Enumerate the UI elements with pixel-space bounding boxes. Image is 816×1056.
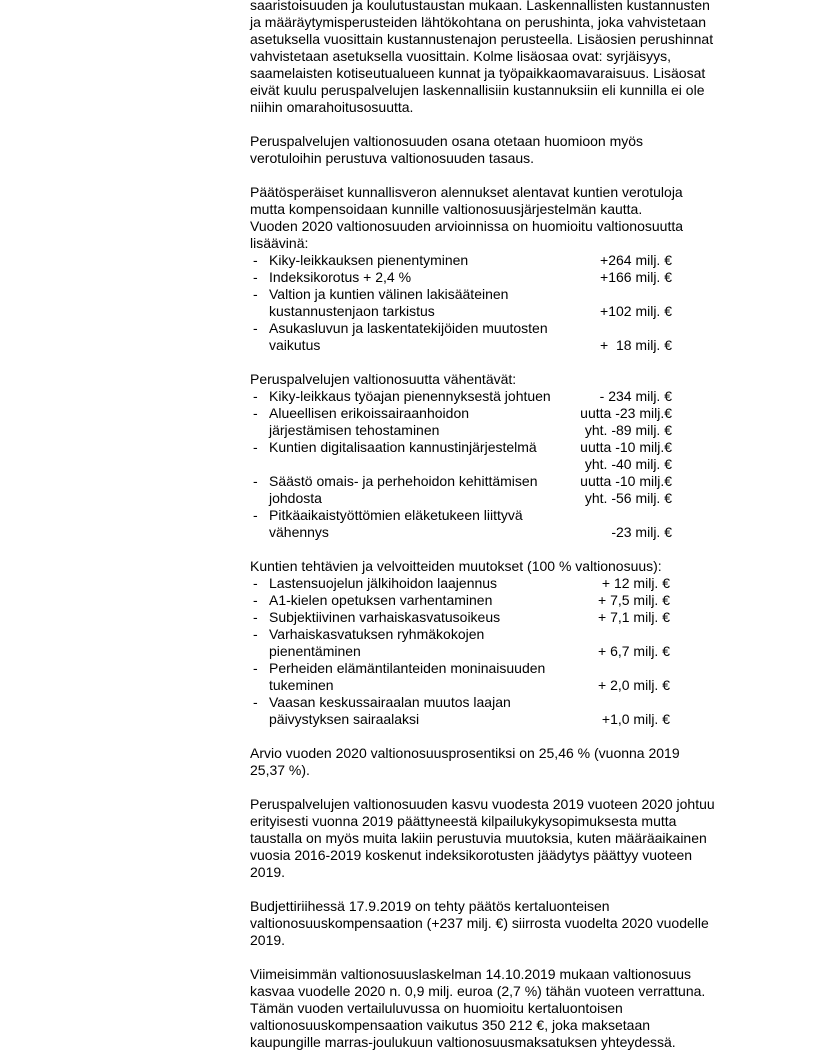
list-item-value: + 7,1 milj. €	[598, 609, 670, 625]
list-item-text: A1-kielen opetuksen varhentaminen	[269, 592, 493, 608]
list-item-text: Vaasan keskussairaalan muutos laajan	[269, 694, 511, 710]
list-item-text: Kuntien digitalisaation kannustinjärjestelmä	[269, 439, 537, 455]
list-bullet: -	[253, 592, 258, 608]
list-item	[250, 286, 672, 320]
list-bullet: -	[253, 252, 258, 268]
list-item-text: Pitkäaikaistyöttömien eläketukeen liittyvä	[269, 507, 523, 523]
text-line: Viimeisimmän valtionosuuslaskelman 14.10.2019 mukaan valtionosuus	[250, 966, 691, 982]
text-line: Vuoden 2020 valtionosuuden arvioinnissa on huomioitu valtionosuutta	[250, 218, 684, 234]
text-line: kaupungille marras-joulukuun valtionosuusmaksatuksen yhteydessä.	[250, 1034, 676, 1050]
list-item-value: + 6,7 milj. €	[598, 643, 670, 659]
text-line: Peruspalvelujen valtionosuuden kasvu vuodesta 2019 vuoteen 2020 johtuu	[250, 796, 715, 812]
list-item	[250, 405, 672, 439]
list-item-text: kustannustenjaon tarkistus	[269, 303, 435, 319]
list-item-value: uutta -10 milj.€	[580, 473, 672, 489]
list-item-value: -23 milj. €	[611, 524, 672, 540]
list-bullet: -	[253, 575, 258, 591]
list-item-text: Indeksikorotus + 2,4 %	[269, 269, 412, 285]
text-line: taustalla on myös muita lakiin perustuvia muutoksia, kuten määräaikainen	[250, 830, 707, 846]
list-item-text: Säästö omais- ja perhehoidon kehittämisen	[269, 473, 538, 489]
decrease-title	[250, 371, 770, 388]
list-item	[250, 507, 672, 541]
list-bullet: -	[253, 660, 258, 676]
list-item-text: Subjektiivinen varhaiskasvatusoikeus	[269, 609, 501, 625]
text-line: lisäävinä:	[250, 235, 309, 251]
list-item-value: + 12 milj. €	[601, 575, 670, 591]
text-line: vuosia 2016-2019 koskenut indeksikorotusten jäädytys päättyy vuoteen	[250, 847, 693, 863]
tasks-title-text: Kuntien tehtävien ja velvoitteiden muutokset (100 % valtionosuus):	[250, 558, 662, 574]
list-item-text: Valtion ja kuntien välinen lakisääteinen	[269, 286, 509, 302]
list-item-text: Kiky-leikkauksen pienentyminen	[269, 252, 469, 268]
list-bullet: -	[253, 286, 258, 302]
text-line: 25,37 %).	[250, 762, 310, 778]
text-line: saamelaisten kotiseutualueen kunnat ja työpaikkaomavaraisuus. Lisäosat	[250, 65, 706, 81]
text-line: vahvistetaan asetuksella vuosittain. Kolme lisäosaa ovat: syrjäisyys,	[250, 48, 671, 64]
list-item-value: + 18 milj. €	[600, 337, 672, 353]
tasks-title	[250, 558, 770, 575]
text-line: eivät kuulu peruspalvelujen laskennallisiin kustannuksiin eli kunnilla ei ole	[250, 82, 705, 98]
text-line: Arvio vuoden 2020 valtionosuusprosentiksi on 25,46 % (vuonna 2019	[250, 745, 680, 761]
text-line: kasvaa vuodelle 2020 n. 0,9 milj. euroa (2,7 %) tähän vuoteen verrattuna.	[250, 983, 706, 999]
list-item-text: johdosta	[269, 490, 322, 506]
text-line: niihin omarahoitusosuutta.	[250, 99, 414, 115]
list-bullet: -	[253, 626, 258, 642]
text-line: mutta kompensoidaan kunnille valtionosuusjärjestelmän kautta.	[250, 201, 643, 217]
list-item-text: Kiky-leikkaus työajan pienennyksestä johtuen	[269, 388, 551, 404]
tasks-list	[250, 575, 670, 728]
list-item-text: vähennys	[269, 524, 329, 540]
list-item-value: yht. -89 milj. €	[584, 422, 672, 438]
list-bullet: -	[253, 473, 258, 489]
text-line: saaristoisuuden ja koulutustaustan mukaan. Laskennallisten kustannusten	[250, 0, 710, 13]
text-line: valtionosuuskompensaation vaikutus 350 212 €, joka maksetaan	[250, 1017, 651, 1033]
latest-paragraph	[250, 966, 770, 1051]
list-item-value: +264 milj. €	[600, 252, 672, 268]
list-item-value: uutta -10 milj.€	[580, 439, 672, 455]
increase-list	[250, 252, 672, 354]
text-line: valtionosuuskompensaation (+237 milj. €) siirrosta vuodelta 2020 vuodelle	[250, 915, 709, 931]
list-item	[250, 609, 670, 626]
list-item-value: +102 milj. €	[600, 303, 672, 319]
list-bullet: -	[253, 694, 258, 710]
decrease-list	[250, 388, 672, 541]
list-bullet: -	[253, 320, 258, 336]
list-bullet: -	[253, 388, 258, 404]
text-line: Päätösperäiset kunnallisveron alennukset alentavat kuntien verotuloja	[250, 184, 683, 200]
list-item-text: päivystyksen sairaalaksi	[269, 711, 420, 727]
list-item-text: Varhaiskasvatuksen ryhmäkokojen	[269, 626, 485, 642]
list-item	[250, 473, 672, 507]
list-item-value: + 7,5 milj. €	[598, 592, 670, 608]
list-item-value: yht. -40 milj. €	[584, 456, 672, 472]
list-item	[250, 575, 670, 592]
list-item	[250, 694, 670, 728]
text-line: Peruspalvelujen valtionosuuden osana otetaan huomioon myös	[250, 133, 644, 149]
list-item-text: tukeminen	[269, 677, 334, 693]
text-line: verotuloihin perustuva valtionosuuden tasaus.	[250, 150, 535, 166]
text-line: 2019.	[250, 932, 286, 948]
list-item-value: uutta -23 milj.€	[580, 405, 672, 421]
list-bullet: -	[253, 269, 258, 285]
text-line: asetuksella vuosittain kustannustenajon perusteella. Lisäosien perushinnat	[250, 31, 714, 47]
list-item-value: +166 milj. €	[600, 269, 672, 285]
list-item	[250, 626, 670, 660]
list-item	[250, 592, 670, 609]
list-item-text: pienentäminen	[269, 643, 361, 659]
increase-intro-paragraph	[250, 184, 770, 252]
decrease-title-text: Peruspalvelujen valtionosuutta vähentävät:	[250, 371, 517, 387]
list-item-value: yht. -56 milj. €	[584, 490, 672, 506]
tasaus-paragraph	[250, 133, 770, 167]
list-bullet: -	[253, 507, 258, 523]
text-line: 2019.	[250, 864, 286, 880]
text-line: Budjettiriihessä 17.9.2019 on tehty päätös kertaluonteisen	[250, 898, 610, 914]
list-item-text: Asukasluvun ja laskentatekijöiden muutosten	[269, 320, 548, 336]
growth-paragraph	[250, 796, 770, 881]
text-line: Tämän vuoden vertailuluvussa on huomioitu kertaluontoisen	[250, 1000, 623, 1016]
list-item	[250, 660, 670, 694]
list-bullet: -	[253, 609, 258, 625]
list-item-text: järjestämisen tehostaminen	[269, 422, 440, 438]
list-item	[250, 252, 672, 269]
list-item-value: +1,0 milj. €	[601, 711, 670, 727]
list-item	[250, 388, 672, 405]
list-item-text: Lastensuojelun jälkihoidon laajennus	[269, 575, 498, 591]
list-item-text: Alueellisen erikoissairaanhoidon	[269, 405, 470, 421]
list-item	[250, 320, 672, 354]
list-item	[250, 269, 672, 286]
list-item	[250, 439, 672, 473]
list-item-text: vaikutus	[269, 337, 321, 353]
list-item-text: Perheiden elämäntilanteiden moninaisuuden	[269, 660, 546, 676]
percent-paragraph	[250, 745, 770, 779]
list-item-value: - 234 milj. €	[599, 388, 672, 404]
list-bullet: -	[253, 405, 258, 421]
text-line: ja määräytymisperusteiden lähtökohtana on perushinta, joka vahvistetaan	[250, 14, 707, 30]
list-bullet: -	[253, 439, 258, 455]
intro-paragraph	[250, 0, 770, 116]
list-item-value: + 2,0 milj. €	[598, 677, 670, 693]
budget-paragraph	[250, 898, 770, 949]
text-line: erityisesti vuonna 2019 päättyneestä kilpailukykysopimuksesta mutta	[250, 813, 677, 829]
